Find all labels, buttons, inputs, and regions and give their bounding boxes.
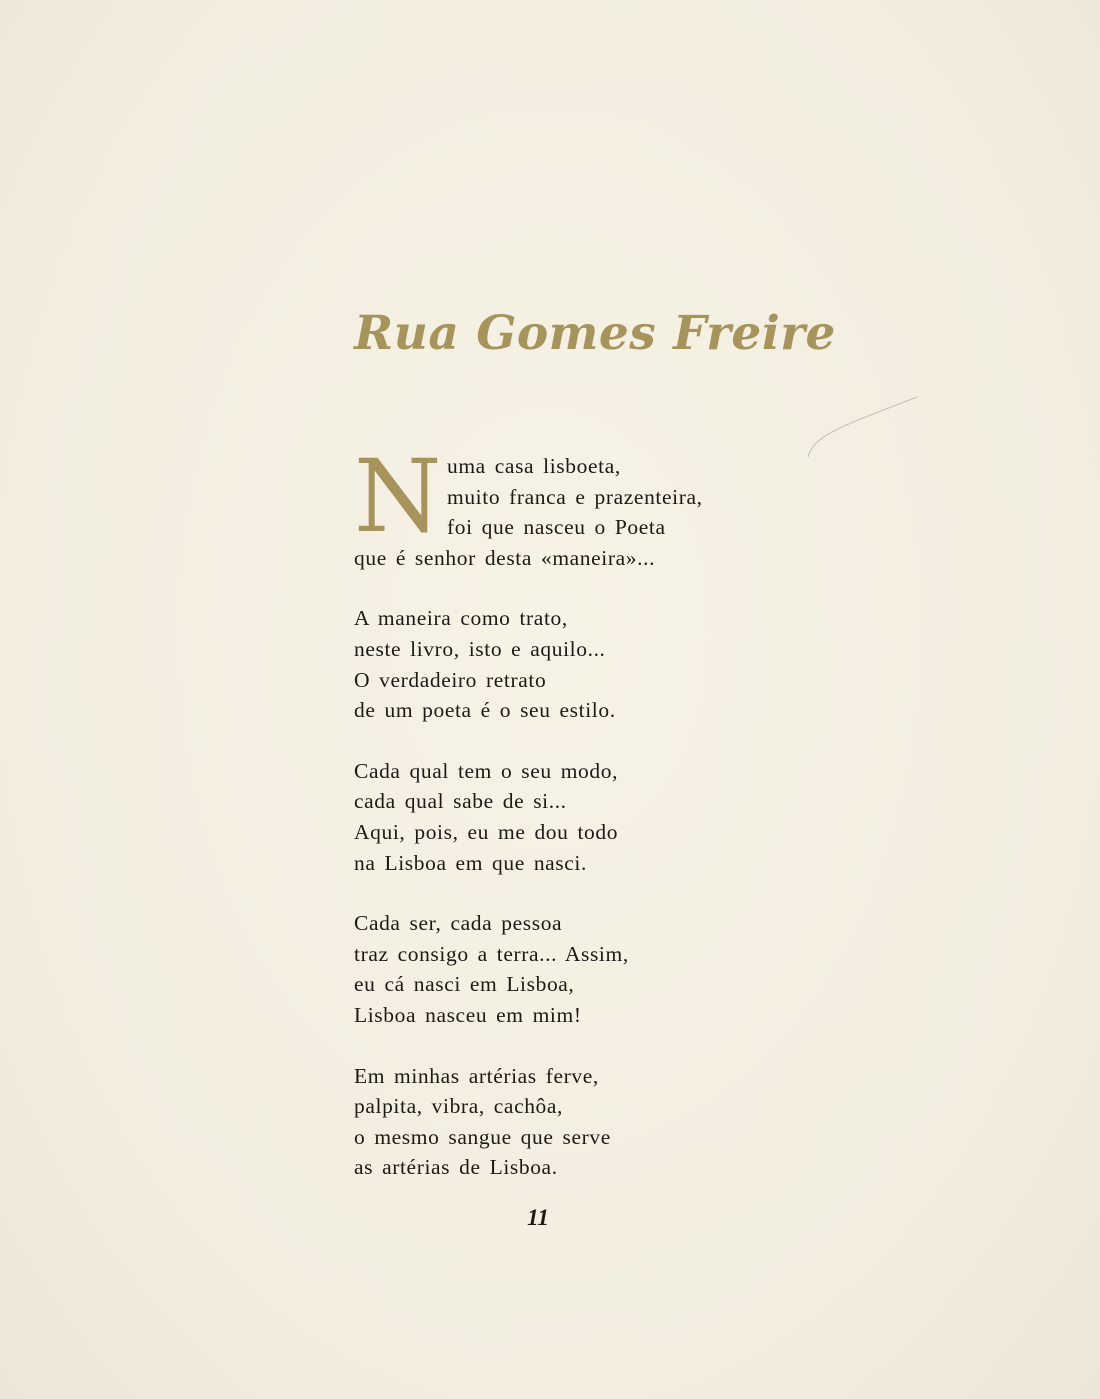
poem-line: que é senhor desta «maneira»... — [354, 545, 656, 570]
poem-line: O verdadeiro retrato — [354, 667, 547, 692]
stanza-4 — [354, 908, 774, 1030]
poem-line: muito franca e prazenteira, — [447, 484, 703, 509]
poem-line: as artérias de Lisboa. — [354, 1155, 558, 1180]
poem-line: neste livro, isto e aquilo... — [354, 636, 606, 661]
poem-line: Cada ser, cada pessoa — [354, 911, 563, 936]
poem-line: Lisboa nasceu em mim! — [354, 1002, 582, 1027]
poem-line: Aqui, pois, eu me dou todo — [354, 819, 619, 844]
poem-line: palpita, vibra, cachôa, — [354, 1094, 564, 1119]
poem-title: Rua Gomes Freire — [354, 306, 836, 361]
stanza-1 — [354, 451, 774, 573]
poem-body — [354, 451, 774, 1183]
poem-line: o mesmo sangue que serve — [354, 1124, 611, 1149]
poem-line: de um poeta é o seu estilo. — [354, 698, 616, 723]
stanza-2 — [354, 603, 774, 725]
page-number: 11 — [527, 1205, 549, 1230]
poem-line: traz consigo a terra... Assim, — [354, 941, 629, 966]
stanza-3 — [354, 756, 774, 878]
poem-line: Em minhas artérias ferve, — [354, 1063, 599, 1088]
drop-cap-letter: N — [354, 438, 442, 555]
poem-line: cada qual sabe de si... — [354, 789, 567, 814]
poem-line: na Lisboa em que nasci. — [354, 850, 587, 875]
poem-line: foi que nasceu o Poeta — [447, 515, 666, 540]
paper-scratch-mark — [805, 395, 925, 465]
stanza-5 — [354, 1061, 774, 1183]
poem-line: uma casa lisboeta, — [447, 454, 621, 478]
poem-line: eu cá nasci em Lisboa, — [354, 972, 575, 997]
poem-line: Cada qual tem o seu modo, — [354, 758, 619, 783]
poem-line: A maneira como trato, — [354, 606, 568, 631]
